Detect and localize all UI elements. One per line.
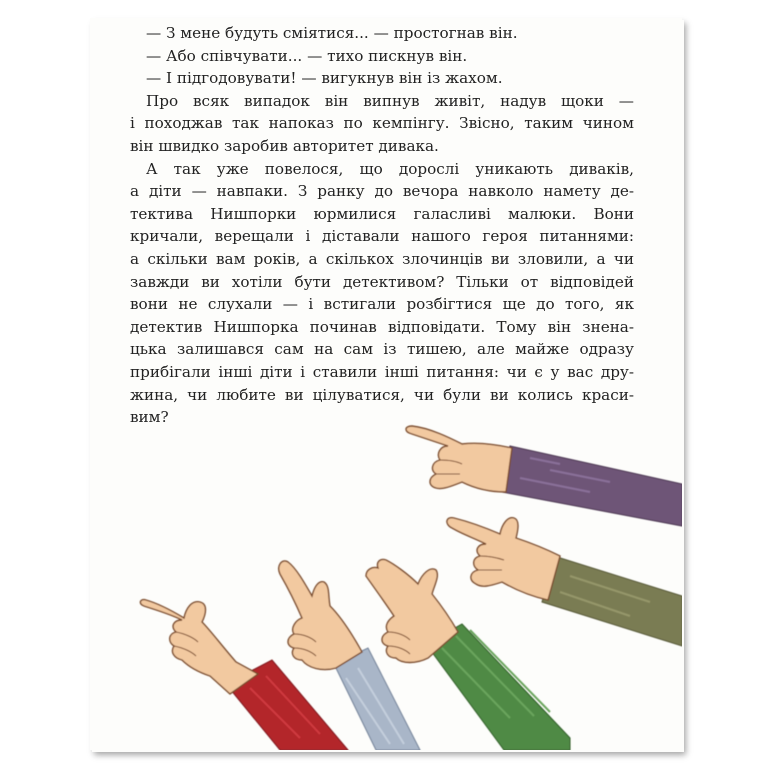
sleeve-purple	[502, 446, 682, 526]
text-line: жина, чи любите ви цілуватися, чи були ви колись краси-	[130, 385, 634, 404]
hand-skin	[447, 518, 560, 600]
text-line: детектив Нишпорка починав відповідати. Тому він знена-	[130, 317, 634, 336]
hand-skin	[406, 426, 512, 492]
text-line: кричали, верещали і діставали нашого героя питаннями:	[130, 227, 634, 246]
hand-purple-sleeve	[406, 426, 682, 526]
hand-olive-sleeve	[447, 518, 682, 646]
text-line: А так уже повелося, що дорослі уникають диваків,	[146, 159, 634, 178]
text-line: — Або співчувати... — тихо пискнув він.	[146, 46, 468, 65]
text-line: а скільки вам років, а скількох злочинців ви зловили, а чи	[130, 249, 634, 268]
text-line: а діти — навпаки. З ранку до вечора навколо намету де-	[130, 182, 634, 201]
book-page	[90, 18, 682, 750]
text-line: цька залишався сам на сам із тишею, але майже одразу	[130, 340, 634, 359]
text-line: і походжав так напоказ по кемпінгу. Звісно, таким чином	[130, 114, 634, 133]
sleeve-green	[426, 624, 570, 750]
text-line: — І підгодовувати! — вигукнув він із жахом.	[146, 69, 503, 88]
text-line: він швидко заробив авторитет дивака.	[130, 136, 439, 155]
story-text	[130, 22, 634, 429]
hand-skin	[279, 561, 362, 670]
text-line: вим?	[130, 408, 169, 427]
sleeve-olive	[542, 556, 682, 646]
text-line: вони не слухали — і встигали розбігтися ще до того, як	[130, 295, 634, 314]
text-line: тектива Нишпорки юрмилися галасливі малюки. Вони	[130, 204, 634, 223]
text-line: прибігали інші діти і ставили інші питання: чи є у вас дру-	[130, 362, 634, 381]
text-line: Про всяк випадок він випнув живіт, надув щоки —	[146, 91, 634, 110]
hand-skin	[140, 600, 258, 694]
text-line: — З мене будуть сміятися... — простогнав він.	[146, 24, 518, 42]
text-line: завжди ви хотіли бути детективом? Тільки от відповідей	[130, 272, 634, 291]
pointing-hands-illustration	[90, 398, 682, 750]
